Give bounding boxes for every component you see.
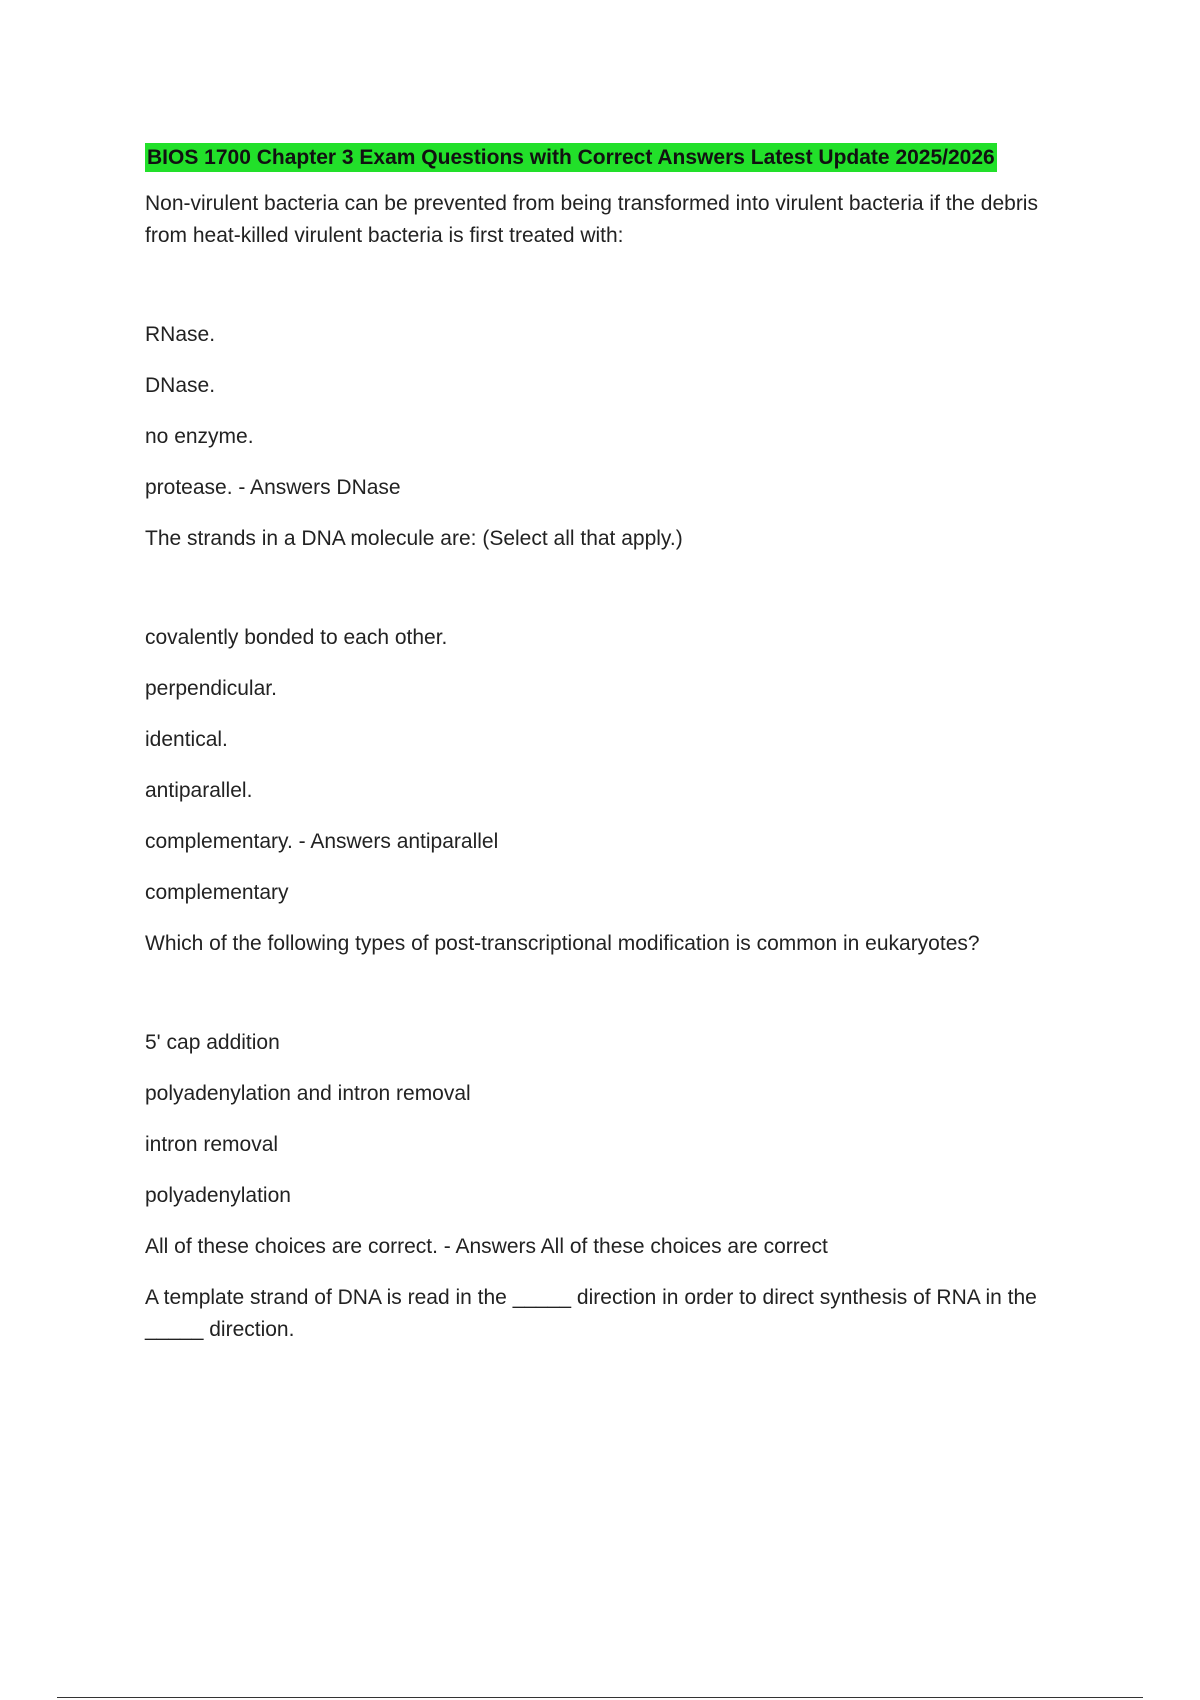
- q2-option-5-answer: complementary. - Answers antiparallel: [145, 830, 499, 853]
- q2-option-4: antiparallel.: [145, 779, 253, 802]
- footer-divider: [57, 1697, 1143, 1698]
- q1-option-4-answer: protease. - Answers DNase: [145, 476, 401, 499]
- q3-option-2: polyadenylation and intron removal: [145, 1082, 471, 1105]
- q2-option-2: perpendicular.: [145, 677, 277, 700]
- spacer: [145, 574, 1085, 622]
- q3-option-4: polyadenylation: [145, 1184, 291, 1207]
- q1-option-2: DNase.: [145, 374, 216, 397]
- q3-option-5-answer: All of these choices are correct. - Answers All of these choices are correct: [145, 1235, 828, 1258]
- question-3: Which of the following types of post-transcriptional modification is common in eukaryotes?: [145, 932, 980, 955]
- q2-option-1: covalently bonded to each other.: [145, 626, 448, 649]
- spacer: [145, 979, 1085, 1027]
- q2-option-3: identical.: [145, 728, 228, 751]
- q3-option-3: intron removal: [145, 1133, 279, 1156]
- q2-option-6: complementary: [145, 881, 289, 904]
- question-1: Non-virulent bacteria can be prevented from being transformed into virulent bacteria if the debris from heat-killed virulent bacteria is first treated with:: [145, 192, 1038, 247]
- q3-option-1: 5' cap addition: [145, 1031, 280, 1054]
- question-2: The strands in a DNA molecule are: (Select all that apply.): [145, 527, 683, 550]
- document-title: BIOS 1700 Chapter 3 Exam Questions with Correct Answers Latest Update 2025/2026: [145, 143, 997, 172]
- q1-option-1: RNase.: [145, 323, 216, 346]
- document-page: [145, 143, 1085, 1365]
- spacer: [145, 271, 1085, 319]
- question-4: A template strand of DNA is read in the _____ direction in order to direct synthesis of RNA in the _____ direction.: [145, 1286, 1037, 1341]
- q1-option-3: no enzyme.: [145, 425, 254, 448]
